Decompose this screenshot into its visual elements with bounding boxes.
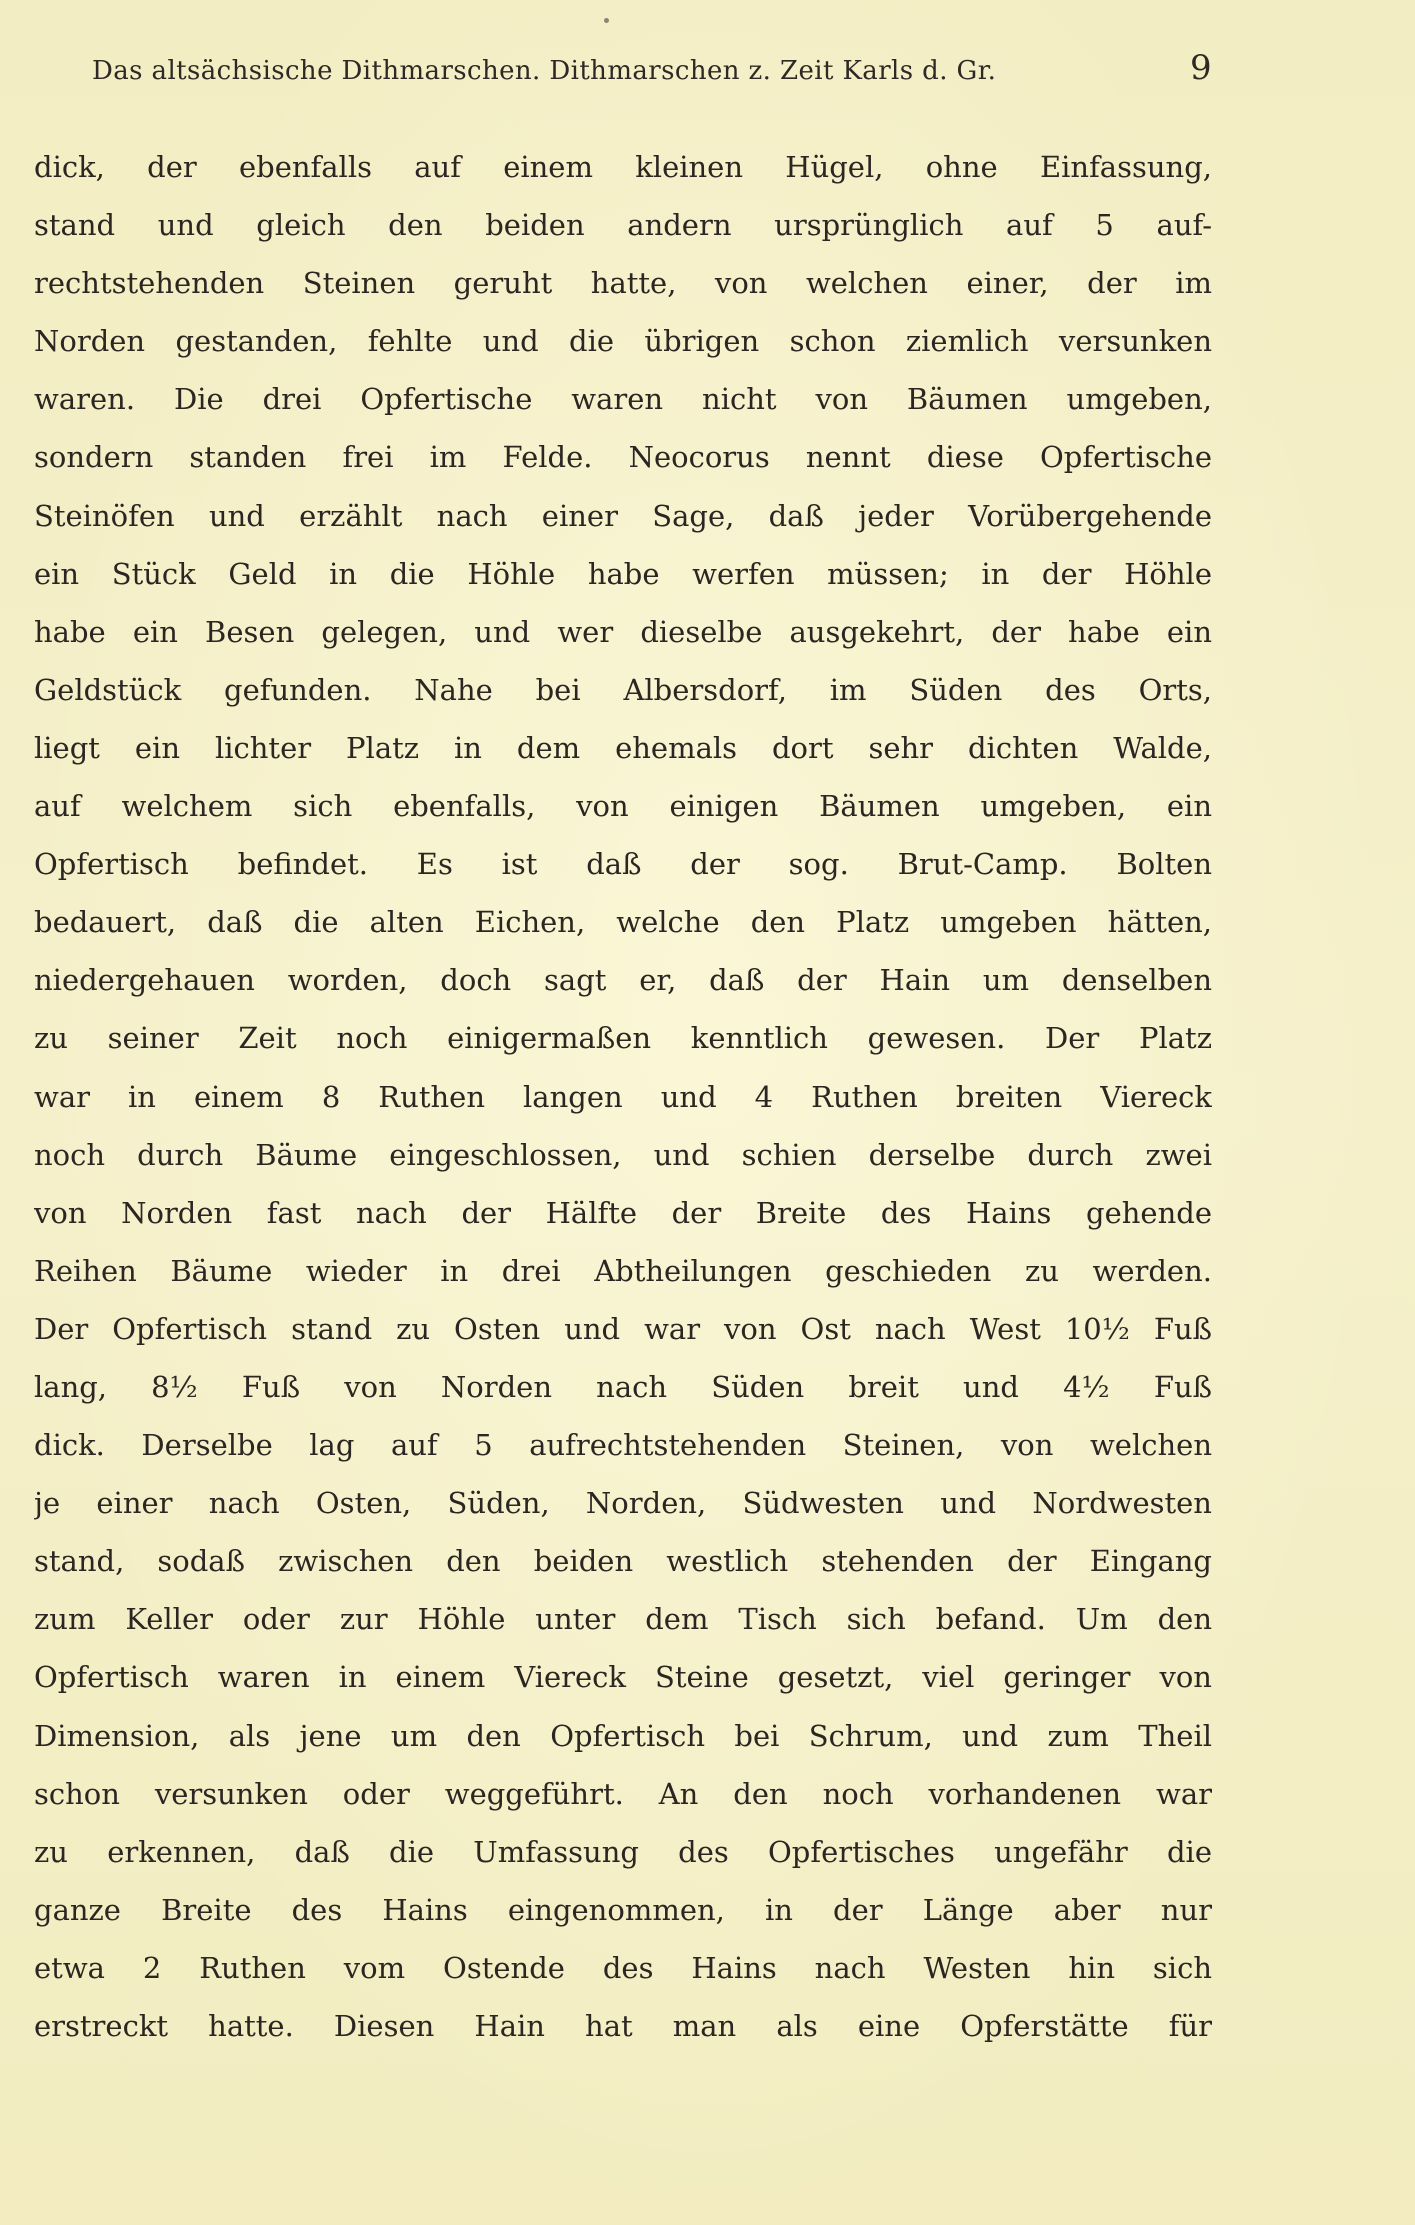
text-line: zum Keller oder zur Höhle unter dem Tisch sich befand. Um den: [34, 1602, 1212, 1637]
running-head: [92, 48, 1212, 104]
body-text: [34, 138, 1212, 2055]
text-line: bedauert, daß die alten Eichen, welche den Platz umgeben hätten,: [34, 905, 1212, 940]
text-line: war in einem 8 Ruthen langen und 4 Ruthen breiten Viereck: [34, 1079, 1212, 1114]
text-line: noch durch Bäume eingeschlossen, und schien derselbe durch zwei: [34, 1137, 1212, 1172]
text-line: waren. Die drei Opfertische waren nicht von Bäumen umgeben,: [34, 382, 1212, 417]
page-mark: [604, 18, 609, 23]
text-line: Der Opfertisch stand zu Osten und war von Ost nach West 10½ Fuß: [34, 1311, 1212, 1346]
text-line: liegt ein lichter Platz in dem ehemals dort sehr dichten Walde,: [34, 730, 1212, 765]
text-line: sondern standen frei im Felde. Neocorus nennt diese Opfertische: [34, 440, 1212, 475]
text-line: schon versunken oder weggeführt. An den noch vorhandenen war: [34, 1776, 1212, 1811]
text-line: erstreckt hatte. Diesen Hain hat man als eine Opferstätte für: [34, 2009, 1212, 2043]
text-line: Reihen Bäume wieder in drei Abtheilungen geschieden zu werden.: [34, 1253, 1212, 1288]
text-line: rechtstehenden Steinen geruht hatte, von welchen einer, der im: [34, 266, 1212, 301]
text-line: etwa 2 Ruthen vom Ostende des Hains nach Westen hin sich: [34, 1950, 1212, 1985]
text-line: Dimension, als jene um den Opfertisch bei Schrum, und zum Theil: [34, 1718, 1212, 1753]
text-line: ein Stück Geld in die Höhle habe werfen müssen; in der Höhle: [34, 556, 1212, 591]
text-line: stand und gleich den beiden andern ursprünglich auf 5 auf-: [34, 208, 1212, 243]
text-line: Opfertisch befindet. Es ist daß der sog. Brut-Camp. Bolten: [34, 847, 1212, 882]
text-line: lang, 8½ Fuß von Norden nach Süden breit und 4½ Fuß: [34, 1369, 1212, 1404]
text-line: zu erkennen, daß die Umfassung des Opfertisches ungefähr die: [34, 1834, 1212, 1869]
text-line: Steinöfen und erzählt nach einer Sage, daß jeder Vorübergehende: [34, 498, 1212, 533]
text-line: habe ein Besen gelegen, und wer dieselbe ausgekehrt, der habe ein: [34, 614, 1212, 649]
text-line: von Norden fast nach der Hälfte der Breite des Hains gehende: [34, 1195, 1212, 1230]
text-line: auf welchem sich ebenfalls, von einigen Bäumen umgeben, ein: [34, 789, 1212, 824]
text-line: Norden gestanden, fehlte und die übrigen schon ziemlich versunken: [34, 324, 1212, 359]
text-line: zu seiner Zeit noch einigermaßen kenntlich gewesen. Der Platz: [34, 1021, 1212, 1056]
text-line: je einer nach Osten, Süden, Norden, Südwesten und Nordwesten: [34, 1486, 1212, 1521]
text-line: Geldstück gefunden. Nahe bei Albersdorf, im Süden des Orts,: [34, 672, 1212, 707]
running-head-title: Das altsächsische Dithmarschen. Dithmarschen z. Zeit Karls d. Gr.: [92, 56, 997, 86]
text-line: niedergehauen worden, doch sagt er, daß der Hain um denselben: [34, 963, 1212, 998]
text-line: Opfertisch waren in einem Viereck Steine gesetzt, viel geringer von: [34, 1660, 1212, 1695]
text-line: dick. Derselbe lag auf 5 aufrechtstehenden Steinen, von welchen: [34, 1428, 1212, 1463]
text-line: stand, sodaß zwischen den beiden westlich stehenden der Eingang: [34, 1544, 1212, 1579]
page-number: 9: [1189, 48, 1212, 88]
text-line: ganze Breite des Hains eingenommen, in der Länge aber nur: [34, 1892, 1212, 1927]
text-line: dick, der ebenfalls auf einem kleinen Hügel, ohne Einfassung,: [34, 150, 1212, 184]
